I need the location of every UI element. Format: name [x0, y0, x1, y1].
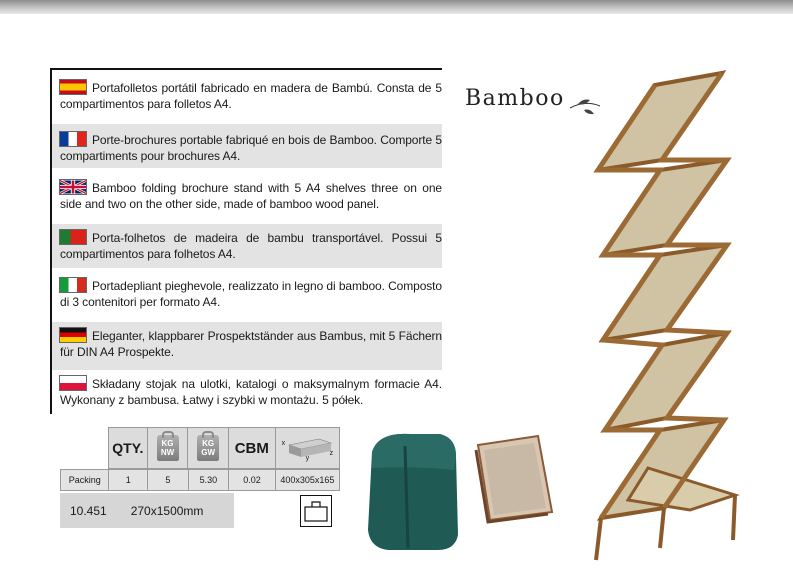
description-pt-text: Porta-folhetos de madeira de bambu transportável. Possui 5 compartimentos para folhetos A4.: [60, 231, 442, 261]
description-en-text: Bamboo folding brochure stand with 5 A4 shelves three on one side and two on the other side, made of bamboo wood panel.: [60, 181, 442, 211]
dims-y-label: y: [305, 455, 310, 462]
dims-z-label: z: [329, 450, 334, 457]
dimensions-value: 400x305x165: [280, 475, 335, 485]
description-fr-text: Porte-brochures portable fabriqué en bois de Bamboo. Comporte 5 compartiments pour brochures A4.: [60, 133, 442, 163]
description-es-text: Portafolletos portátil fabricado en madera de Bambú. Consta de 5 compartimentos para folletos A4.: [60, 81, 442, 111]
qty-header: QTY.: [109, 428, 148, 468]
bamboo-logo-text: Bamboo: [465, 86, 565, 111]
product-size: 270x1500mm: [130, 503, 204, 518]
cbm-header: CBM: [229, 428, 276, 468]
product-ref-code: 10.451: [70, 503, 107, 518]
qty-value: 1: [109, 470, 148, 490]
net-weight-kg-label: KG: [161, 439, 174, 448]
net-weight-value: 5: [148, 470, 189, 490]
description-pl-text: Składany stojak na ulotki, katalogi o maksymalnym formacie A4. Wykonany z bambusa. Łatwy i szybki w montażu. 5 półek.: [60, 377, 442, 407]
gross-weight-value: 5.30: [189, 470, 230, 490]
brochure-stand-photo: [596, 73, 735, 560]
description-de-text: Eleganter, klappbarer Prospektständer aus Bambus, mit 5 Fächern für DIN A4 Prospekte.: [60, 329, 442, 359]
bamboo-leaf-icon: [570, 100, 600, 115]
description-it-text: Portadepliant pieghevole, realizzato in legno di bamboo. Composto di 3 contenitori per formato A4.: [60, 279, 442, 309]
packing-label: Packing: [61, 470, 109, 490]
gross-weight-label: GW: [201, 448, 216, 457]
gross-weight-kg-label: KG: [202, 439, 215, 448]
net-weight-label: NW: [160, 448, 175, 457]
folded-stand-photo: [476, 436, 552, 522]
carry-bag-photo: [368, 434, 458, 550]
dims-x-label: x: [281, 440, 286, 447]
cbm-value: 0.02: [229, 470, 276, 490]
